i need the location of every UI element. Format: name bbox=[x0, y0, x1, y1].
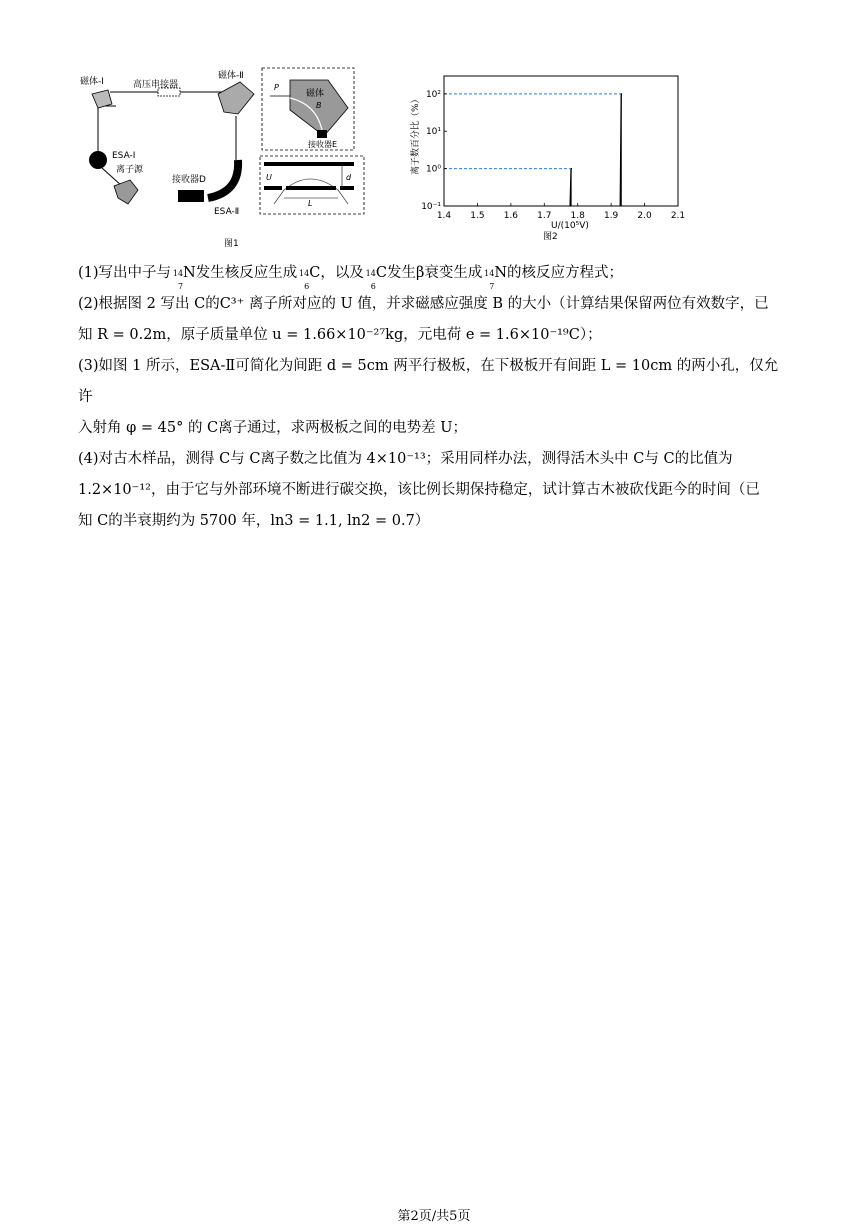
esa1-label: ESA-Ⅰ bbox=[112, 151, 136, 161]
x-tick-label: 2.0 bbox=[637, 211, 652, 221]
figure1-apparatus-diagram bbox=[78, 64, 388, 250]
nuclide-c14: 14 6 bbox=[365, 269, 376, 291]
x-axis-label: U/(10⁵V) bbox=[551, 221, 589, 231]
question-4-number: (4) bbox=[78, 451, 99, 467]
inset-l-label: L bbox=[308, 199, 313, 208]
question-4 bbox=[78, 444, 790, 537]
question-1-text-e: N的核反应方程式； bbox=[494, 265, 624, 281]
magnet1-label: 磁体-Ⅰ bbox=[80, 77, 104, 87]
y-tick-label: 10⁰ bbox=[425, 164, 441, 175]
esa2-label: ESA-Ⅱ bbox=[214, 207, 240, 217]
y-tick-label: 10⁻¹ bbox=[421, 202, 441, 212]
figure2-chart bbox=[408, 64, 708, 250]
question-4-line-2: 1.2×10⁻¹²，由于它与外部环境不断进行碳交换，该比例长期保持稳定，试计算古木被砍伐距今的时间（已 bbox=[78, 482, 760, 498]
receiver-e-label: 接收器E bbox=[308, 140, 338, 149]
x-tick-label: 1.4 bbox=[436, 211, 452, 221]
nuclide-n14: 14 7 bbox=[484, 269, 495, 291]
question-4-line-1: 对古木样品，测得 C与 C离子数之比值为 4×10⁻¹³；采用同样办法，测得活木头中 C与 C的比值为 bbox=[98, 451, 733, 467]
inset-magnet-label: 磁体 bbox=[306, 89, 325, 99]
x-tick-label: 1.8 bbox=[570, 211, 585, 221]
x-tick-label: 1.5 bbox=[470, 211, 485, 221]
esa2-shape bbox=[208, 160, 238, 198]
question-3-line-2: 入射角 φ = 45° 的 C离子通过，求两极板之间的电势差 U； bbox=[78, 420, 467, 436]
ion-source-shape bbox=[114, 180, 138, 204]
question-2-number: (2) bbox=[78, 296, 99, 312]
x-tick-label: 1.7 bbox=[537, 211, 552, 221]
question-2-line-1: 根据图 2 写出 C的C³⁺ 离子所对应的 U 值，并求磁感应强度 B 的大小（计算结果保留两位有效数字，已 bbox=[98, 296, 769, 312]
question-3-line-1: 如图 1 所示，ESA-Ⅱ可简化为间距 d = 5cm 两平行极板，在下极板开有间距 L = 10cm 的两小孔，仅允许 bbox=[78, 358, 779, 405]
upper-plate bbox=[264, 162, 354, 166]
x-tick-label: 2.1 bbox=[670, 211, 686, 221]
question-1-text-a: 写出中子与 bbox=[98, 265, 172, 281]
ion-source-label: 离子源 bbox=[116, 165, 144, 175]
inset-d-label: d bbox=[346, 173, 352, 182]
y-tick-label: 10¹ bbox=[425, 127, 441, 138]
question-1-text-b: N发生核反应生成 bbox=[183, 265, 298, 281]
question-1 bbox=[78, 258, 790, 289]
inset-b-label: B bbox=[316, 101, 322, 110]
magnet2-shape bbox=[218, 82, 254, 114]
receiver-d-shape bbox=[178, 190, 204, 202]
figure1-caption: 图1 bbox=[224, 239, 239, 249]
receiver-e-shape bbox=[317, 130, 327, 138]
stripper-label: 高压串接器 bbox=[133, 80, 179, 90]
y-tick-label: 10² bbox=[425, 89, 441, 100]
receiver-d-label: 接收器D bbox=[172, 175, 206, 185]
nuclide-n14: 14 7 bbox=[172, 269, 184, 291]
question-4-line-3: 知 C的半衰期约为 5700 年，ln3 = 1.1, ln2 = 0.7） bbox=[78, 513, 430, 529]
y-axis-label: 离子数百分比（%） bbox=[411, 94, 421, 175]
x-tick-label: 1.6 bbox=[503, 211, 519, 221]
question-3-number: (3) bbox=[78, 358, 99, 374]
question-list bbox=[78, 258, 790, 537]
question-1-text-d: C发生β衰变生成 bbox=[375, 265, 483, 281]
lower-plate bbox=[264, 186, 354, 190]
x-tick-label: 1.9 bbox=[603, 211, 619, 221]
question-3 bbox=[78, 351, 790, 444]
question-1-text-c: C，以及 bbox=[309, 265, 364, 281]
question-2-line-2: 知 R = 0.2m，原子质量单位 u = 1.66×10⁻²⁷kg，元电荷 e = 1.6×10⁻¹⁹C）； bbox=[78, 327, 602, 343]
question-2 bbox=[78, 289, 790, 351]
nuclide-c14: 14 6 bbox=[299, 269, 310, 291]
figure-row bbox=[78, 64, 698, 254]
question-1-number: (1) bbox=[78, 265, 99, 281]
figure2-caption: 图2 bbox=[543, 232, 558, 242]
inset-u-label: U bbox=[266, 173, 272, 182]
page-footer: 第2页/共5页 bbox=[397, 1209, 471, 1224]
esa1-shape bbox=[89, 151, 107, 169]
plot-frame bbox=[444, 76, 678, 206]
magnet2-label: 磁体-Ⅱ bbox=[218, 71, 244, 81]
inset-p-label: P bbox=[274, 83, 279, 92]
magnet1-shape bbox=[92, 90, 112, 108]
